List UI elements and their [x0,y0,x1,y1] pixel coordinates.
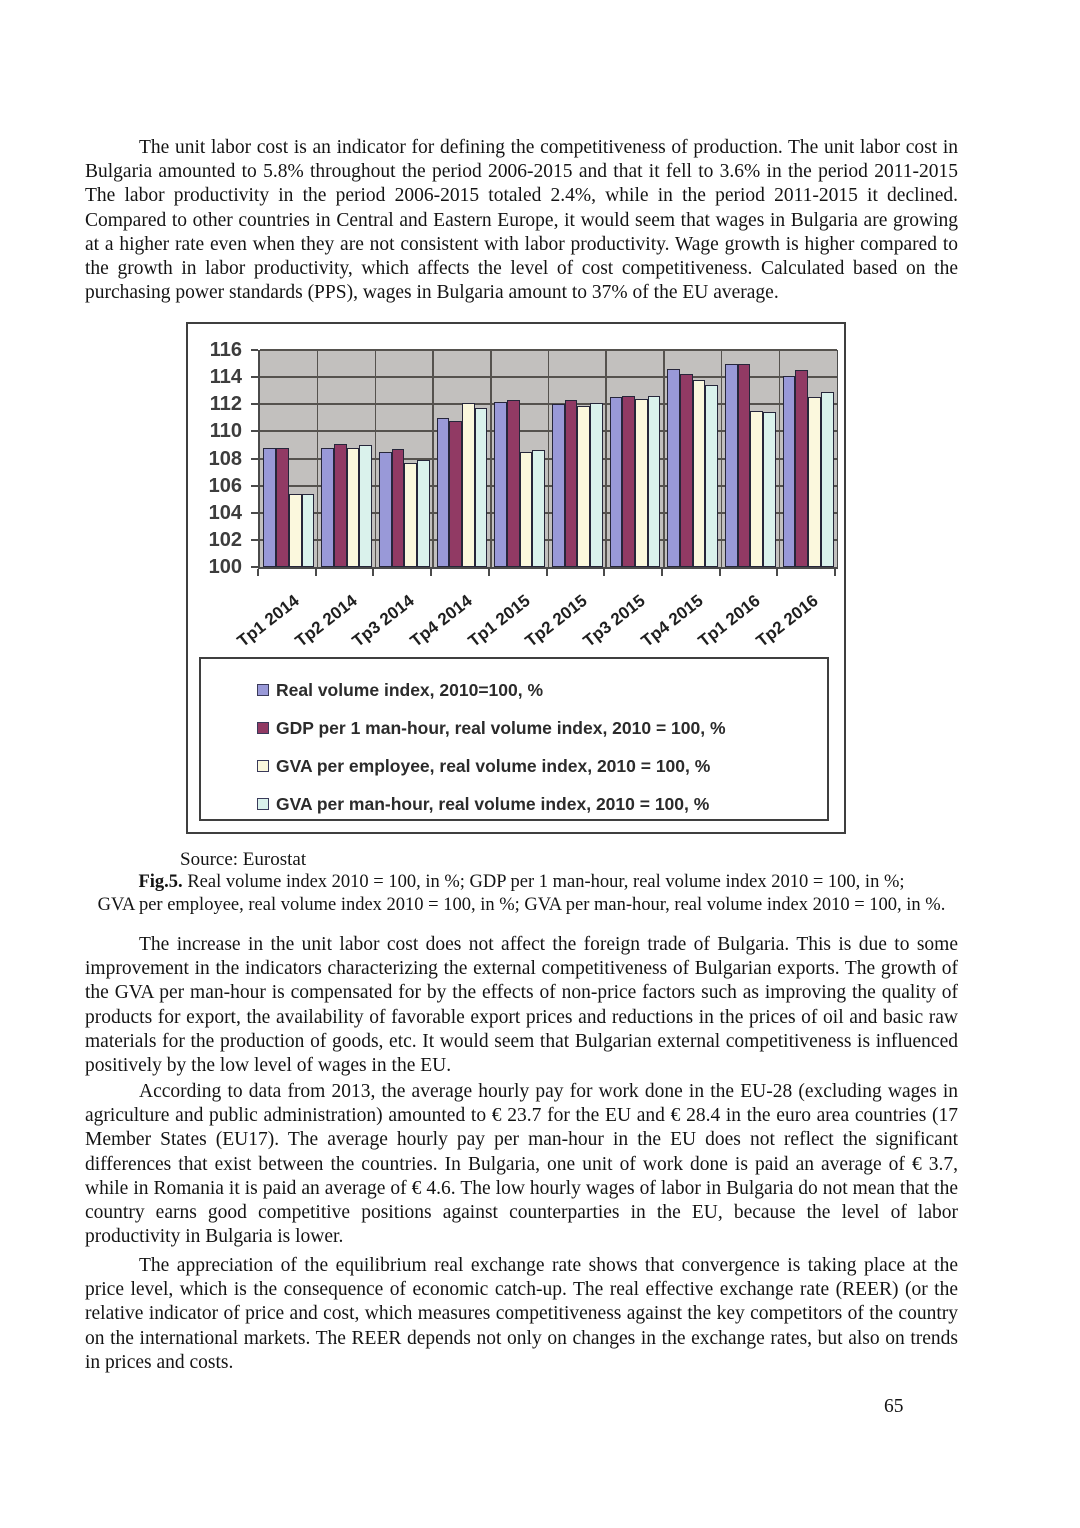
y-tick-mark [251,485,258,487]
bar [437,418,450,567]
legend-marker-icon [257,684,269,696]
bar [379,452,392,567]
y-tick-label: 110 [209,420,242,443]
paragraph-foreign-trade: The increase in the unit labor cost does not affect the foreign trade of Bulgaria. This is due to some improvement in the indicators characterizing the external competitiveness of Bulgarian exports. The growth of the GVA per man-hour is compensated for by the effects of non-price factors such as improving the quality of products for export, the availability of favorable export prices and reductions in the prices of oil and basic raw materials for the production of goods, etc. It would seem that Bulgarian external competitiveness is influenced positively by the low level of wages in the EU. [85,934,958,1077]
legend-row [257,785,827,823]
figure-caption-line1: Real volume index 2010 = 100, in %; GDP per 1 man-hour, real volume index 2010 = 100, in %; [182,872,905,892]
x-tick-label: Tp4 2015 [637,591,707,651]
x-tick-label: Tp2 2015 [522,591,592,651]
bar [302,494,315,567]
gridline [663,350,665,567]
y-tick-label: 108 [208,447,242,470]
legend-row [257,747,827,785]
y-tick-label: 116 [209,339,242,361]
figure-caption-label: Fig.5. [138,872,183,892]
bar [795,370,808,567]
bar [276,448,289,567]
paragraph-unit-labor-cost: The unit labor cost is an indicator for defining the competitiveness of production. The unit labor cost in Bulgaria amounted to 5.8% throughout the period 2006-2015 and that it fell to 3.6% in the period 2011-2015 The labor productivity in the period 2006-2015 totaled 2.4%, while in the period 2011-2015 it declined. Compared to other countries in Central and Eastern Europe, it would seem that wages in Bulgaria are growing at a higher rate even when they are not consistent with labor productivity. Wage growth is higher compared to the growth in labor productivity, which affects the level of cost competitiveness. Calculated based on the purchasing power standards (PPS), wages in Bulgaria amount to 37% of the EU average. [85,137,958,304]
y-tick-label: 106 [208,474,242,497]
y-tick-label: 102 [208,528,242,551]
x-tick-label: Tp3 2015 [579,591,649,651]
bar [821,392,834,567]
x-tick-label: Tp1 2016 [695,591,765,651]
figure-caption [85,871,958,916]
y-tick-label: 100 [208,556,242,578]
x-tick-mark [257,569,259,576]
gridline [432,350,434,567]
y-tick-label: 104 [208,501,242,524]
x-tick-mark [719,569,721,576]
bar [449,421,462,567]
x-tick-mark [661,569,663,576]
figure-5-chart [186,322,846,834]
gridline [779,350,781,567]
y-tick-mark [251,376,258,378]
y-tick-mark [251,458,258,460]
bar [494,402,507,567]
y-tick-mark [251,349,258,351]
bar [263,448,276,567]
gridline [317,350,319,567]
legend-marker-icon [257,798,269,810]
x-tick-label: Tp1 2015 [464,591,534,651]
bar [648,396,661,567]
plot-area [258,350,838,569]
legend-marker-icon [257,722,269,734]
x-tick-mark [776,569,778,576]
gridline [721,350,723,567]
bar [417,460,430,567]
legend-label: Real volume index, 2010=100, % [276,679,544,700]
bar [763,412,776,567]
bar [475,408,488,567]
y-tick-mark [251,512,258,514]
bar [289,494,302,567]
gridline [490,350,492,567]
y-tick-mark [251,539,258,541]
bar [622,396,635,567]
bar [590,403,603,567]
source-line: Source: Eurostat [180,849,307,870]
x-tick-label: Tp2 2016 [752,591,822,651]
bar [610,397,623,567]
bar [750,411,763,567]
gridline [605,350,607,567]
y-tick-label: 114 [209,366,242,389]
bar [808,397,821,567]
x-tick-label: Tp1 2014 [233,591,303,651]
gridline [375,350,377,567]
bar [532,450,545,567]
bar [359,445,372,567]
x-axis-labels [233,579,835,669]
legend-label: GVA per employee, real volume index, 2010 = 100, % [276,755,711,776]
y-tick-label: 112 [209,393,242,416]
bar [334,444,347,567]
y-axis-labels [188,339,246,578]
y-tick-mark [251,403,258,405]
gridline [548,350,550,567]
x-tick-mark [546,569,548,576]
bar [635,399,648,567]
bar [725,364,738,567]
bar [680,374,693,567]
x-tick-mark [603,569,605,576]
paragraph-exchange-rate: The appreciation of the equilibrium real exchange rate shows that convergence is taking place at the price level, which is the consequence of economic catch-up. The real effective exchange rate (REER) (or the relative indicator of price and cost, which measures competitiveness against the key competitors of the country on the international markets. The REER depends not only on changes in the exchange rates, but also on trends in prices and costs. [85,1255,958,1373]
legend-row [257,671,827,709]
bar [577,406,590,567]
bar [667,369,680,567]
figure-caption-line2: GVA per employee, real volume index 2010 = 100, in %; GVA per man-hour, real volume index 2010 = 100, in %. [97,894,946,915]
bar [738,364,751,567]
bar [705,385,718,567]
legend-row [257,709,827,747]
page-number: 65 [884,1396,904,1417]
y-tick-mark [251,566,258,568]
bar [783,376,796,567]
bar [520,452,533,567]
x-tick-mark [315,569,317,576]
bar [565,400,578,567]
x-tick-mark [488,569,490,576]
paragraph-hourly-pay: According to data from 2013, the average hourly pay for work done in the EU-28 (excluding wages in agriculture and public administration) amounted to € 23.7 for the EU and € 28.4 in the euro area countries (17 Member States (EU17). The average hourly pay per man-hour in the EU does not reflect the significant differences that exist between the countries. In Bulgaria, one unit of work done is paid an average of € 3.7, while in Romania it is paid an average of € 4.6. The low hourly wages of labor in Bulgaria do not mean that the country earns good competitive positions against counterparties in the EU, because the level of labor productivity in Bulgaria is lower. [85,1081,958,1248]
bar [552,404,565,567]
x-tick-label: Tp4 2014 [406,591,476,651]
x-tick-mark [834,569,836,576]
y-tick-mark [251,430,258,432]
chart-legend [199,657,829,821]
bar [321,448,334,567]
legend-label: GDP per 1 man-hour, real volume index, 2010 = 100, % [276,717,726,738]
bar [392,449,405,567]
x-tick-mark [430,569,432,576]
legend-marker-icon [257,760,269,772]
bar [404,463,417,567]
x-tick-mark [372,569,374,576]
bar [693,380,706,567]
bar [507,400,520,567]
bar [462,403,475,567]
bar [347,448,360,567]
x-tick-label: Tp3 2014 [348,591,418,651]
legend-label: GVA per man-hour, real volume index, 2010 = 100, % [276,793,710,814]
x-tick-label: Tp2 2014 [291,591,361,651]
